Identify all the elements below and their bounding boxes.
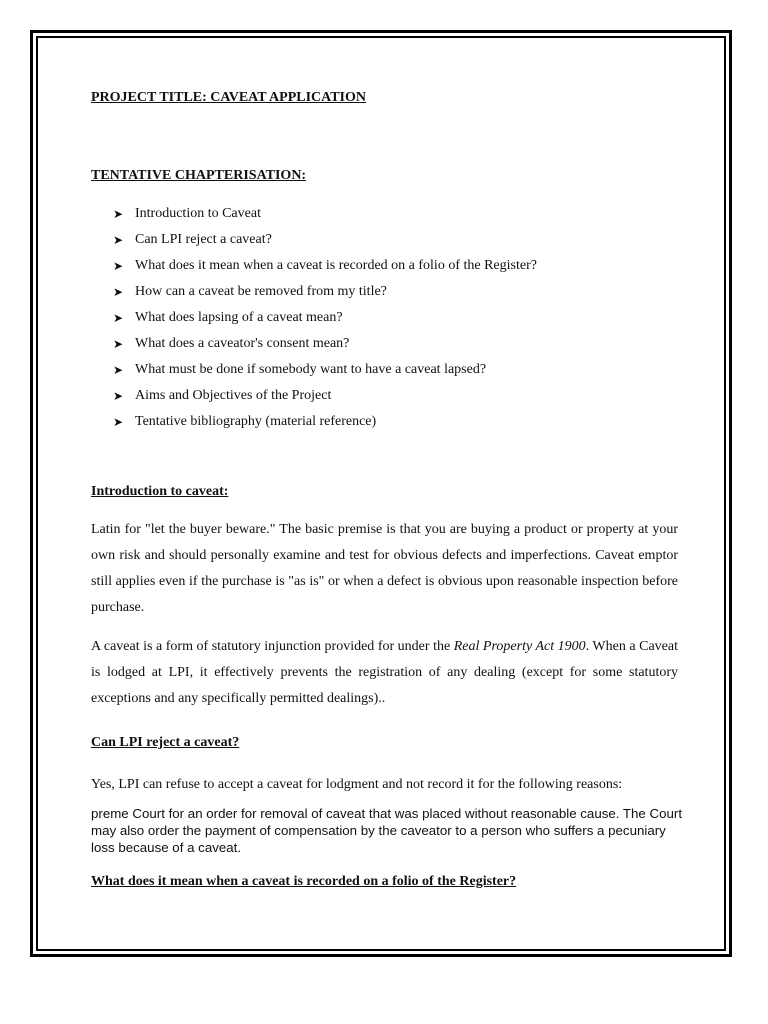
arrow-bullet-icon: ➤ [113, 415, 124, 429]
act-name: Real Property Act 1900 [453, 639, 586, 654]
list-item [113, 333, 537, 359]
list-item [113, 359, 537, 385]
intro-paragraph-1: Latin for "let the buyer beware." The basic premise is that you are buying a product or property at your own risk and should personally examine and test for obvious defects and imperfections. Caveat emptor still applies even if the purchase is "as is" or when a defect is obvious upon reasonable inspection before purchase. [91, 522, 678, 615]
chapter-label: What does a caveator's consent mean? [135, 336, 350, 351]
arrow-bullet-icon: ➤ [113, 311, 124, 325]
reject-paragraph-1: Yes, LPI can refuse to accept a caveat for lodgment and not record it for the following reasons: [91, 777, 623, 792]
intro-paragraph-2-text: A caveat is a form of statutory injunction provided for under the [91, 639, 454, 654]
chapter-label: Introduction to Caveat [135, 206, 261, 221]
list-item [113, 385, 537, 411]
reject-heading: Can LPI reject a caveat? [91, 735, 240, 750]
list-item [113, 411, 537, 437]
chapter-list [113, 203, 537, 437]
arrow-bullet-icon: ➤ [113, 389, 124, 403]
list-item [113, 203, 537, 229]
list-item [113, 229, 537, 255]
arrow-bullet-icon: ➤ [113, 363, 124, 377]
chapterisation-heading: TENTATIVE CHAPTERISATION: [91, 168, 307, 183]
intro-paragraph-2 [91, 634, 678, 712]
list-item [113, 255, 537, 281]
chapter-label: What does it mean when a caveat is recorded on a folio of the Register? [135, 258, 537, 273]
list-item [113, 281, 537, 307]
chapter-label: Tentative bibliography (material reference) [135, 414, 377, 429]
chapter-label: What must be done if somebody want to have a caveat lapsed? [135, 362, 487, 377]
arrow-bullet-icon: ➤ [113, 207, 124, 221]
chapter-label: Can LPI reject a caveat? [135, 232, 272, 247]
project-title: PROJECT TITLE: CAVEAT APPLICATION [91, 90, 367, 105]
arrow-bullet-icon: ➤ [113, 233, 124, 247]
list-item [113, 307, 537, 333]
arrow-bullet-icon: ➤ [113, 337, 124, 351]
arrow-bullet-icon: ➤ [113, 285, 124, 299]
arrow-bullet-icon: ➤ [113, 259, 124, 273]
folio-heading: What does it mean when a caveat is recorded on a folio of the Register? [91, 874, 517, 889]
chapter-label: Aims and Objectives of the Project [135, 388, 332, 403]
reject-paragraph-2: preme Court for an order for removal of caveat that was placed without reasonable cause. The Court may also order the payment of compensation by the caveator to a person who suffers a pecuniary loss because of a caveat. [91, 806, 683, 855]
intro-paragraph-2-text: . When a Caveat is lodged at LPI, it effectively prevents the registration of any dealing (except for some statutory exceptions and any specifically permitted dealings).. [91, 639, 678, 706]
intro-heading: Introduction to caveat: [91, 484, 229, 499]
chapter-label: How can a caveat be removed from my title? [135, 284, 387, 299]
chapter-label: What does lapsing of a caveat mean? [135, 310, 343, 325]
